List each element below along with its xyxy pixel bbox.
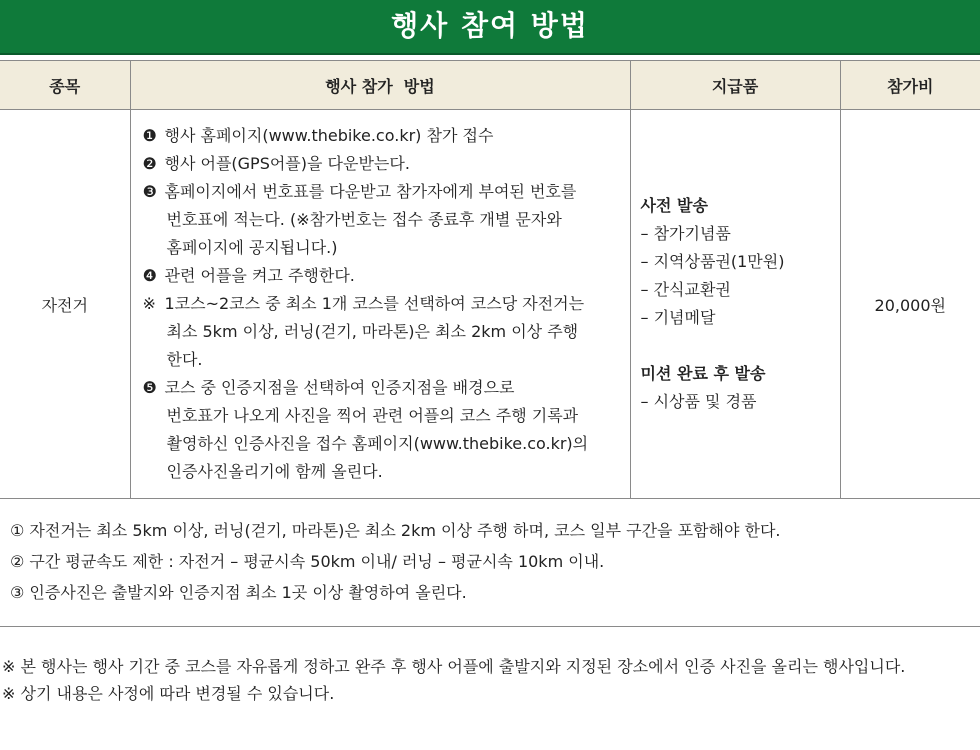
remark-item: ※ 본 행사는 행사 기간 중 코스를 자유롭게 정하고 완주 후 행사 어플에 출발지와 지정된 장소에서 인증 사진을 올리는 행사입니다.: [2, 657, 906, 676]
header-item: 종목: [0, 61, 130, 110]
participation-table: [0, 60, 980, 499]
header-fee: 참가비: [840, 61, 980, 110]
gift-cell: [630, 110, 840, 499]
fee-cell: 20,000원: [840, 110, 980, 499]
table-row: [0, 110, 980, 499]
gift-item: – 지역상품권(1만원): [640, 252, 785, 271]
remark-item: ※ 상기 내용은 사정에 따라 변경될 수 있습니다.: [2, 684, 335, 703]
method-line: 번호표가 나오게 사진을 찍어 관련 어플의 코스 주행 기록과: [166, 406, 579, 425]
gift-item: – 기념메달: [640, 308, 716, 327]
gift-post-heading: 미션 완료 후 발송: [640, 364, 766, 383]
method-line: 촬영하신 인증사진을 접수 홈페이지(www.thebike.co.kr)의: [166, 434, 589, 453]
item-cell: 자전거: [0, 110, 130, 499]
remarks-list: [2, 653, 905, 707]
method-line: ❸ 홈페이지에서 번호표를 다운받고 참가자에게 부여된 번호를: [142, 182, 577, 201]
note-item: ① 자전거는 최소 5km 이상, 러닝(걷기, 마라톤)은 최소 2km 이상 주행 하며, 코스 일부 구간을 포함해야 한다.: [10, 521, 781, 540]
note-item: ② 구간 평균속도 제한 : 자전거 – 평균시속 50km 이내/ 러닝 – 평균시속 10km 이내.: [10, 552, 605, 571]
page-title: 행사 참여 방법: [0, 0, 980, 55]
method-line: 인증사진올리기에 함께 올린다.: [166, 462, 383, 481]
note-item: ③ 인증사진은 출발지와 인증지점 최소 1곳 이상 촬영하여 올린다.: [10, 583, 467, 602]
header-gift: 지급품: [630, 61, 840, 110]
gift-item: – 간식교환권: [640, 280, 731, 299]
method-line: ❷ 행사 어플(GPS어플)을 다운받는다.: [142, 154, 410, 173]
gift-item: – 참가기념품: [640, 224, 731, 243]
header-method: 행사 참가 방법: [130, 61, 630, 110]
method-line: ❶ 행사 홈페이지(www.thebike.co.kr) 참가 접수: [142, 126, 494, 145]
gift-item: – 시상품 및 경품: [640, 392, 757, 411]
gift-pre-heading: 사전 발송: [640, 196, 708, 215]
divider: [0, 626, 980, 627]
table-header-row: [0, 61, 980, 110]
method-line: 번호표에 적는다. (※참가번호는 접수 종료후 개별 문자와: [166, 210, 562, 229]
method-line: 홈페이지에 공지됩니다.): [166, 238, 338, 257]
method-line: 최소 5km 이상, 러닝(걷기, 마라톤)은 최소 2km 이상 주행: [166, 322, 579, 341]
method-line: ❺ 코스 중 인증지점을 선택하여 인증지점을 배경으로: [142, 378, 515, 397]
method-line: ❹ 관련 어플을 켜고 주행한다.: [142, 266, 355, 285]
method-line: ※ 1코스~2코스 중 최소 1개 코스를 선택하여 코스당 자전거는: [142, 294, 585, 313]
notes-list: [10, 515, 780, 608]
method-line: 한다.: [166, 350, 203, 369]
method-cell: [130, 110, 630, 499]
